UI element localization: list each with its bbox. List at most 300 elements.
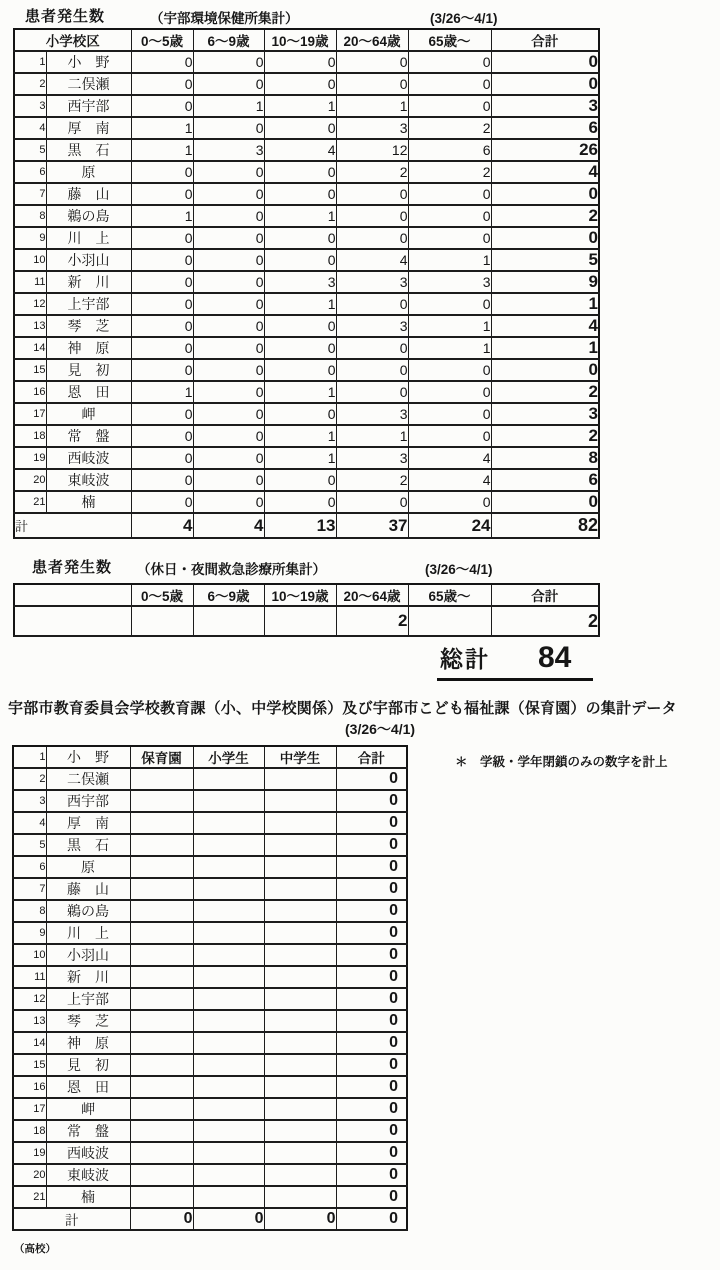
cell-elementary-empty	[193, 856, 264, 878]
cell-age-65plus: 0	[408, 403, 491, 425]
total-junior-high: 0	[264, 1208, 336, 1230]
cell-row-total: 1	[491, 337, 599, 359]
cell-age-0to5: 0	[131, 183, 193, 205]
district-row	[14, 183, 599, 205]
district-row	[14, 359, 599, 381]
district-name: 上宇部	[46, 988, 130, 1010]
district-row	[13, 856, 407, 878]
row-number: 6	[14, 161, 46, 183]
cell-elementary-empty	[193, 1098, 264, 1120]
cell-age-65plus: 1	[408, 337, 491, 359]
cell-age-10to19: 0	[264, 117, 336, 139]
cell-age-65plus	[408, 606, 491, 636]
header-row	[14, 584, 599, 606]
cell-age-20to64: 3	[336, 117, 408, 139]
cell-nursery-empty	[130, 966, 193, 988]
cell-age-20to64: 0	[336, 359, 408, 381]
district-name: 原	[46, 856, 130, 878]
district-name: 神 原	[46, 337, 131, 359]
cell-row-total: 0	[336, 856, 407, 878]
age-header: 10〜19歳	[264, 584, 336, 606]
school-closure-table	[12, 745, 408, 1231]
row-number: 3	[14, 95, 46, 117]
cell-junior-high-empty	[264, 1076, 336, 1098]
header-row	[13, 746, 407, 768]
totals-label: 計	[14, 513, 131, 538]
cell-elementary-empty	[193, 1010, 264, 1032]
cell-row-total: 26	[491, 139, 599, 161]
row-number: 16	[13, 1076, 46, 1098]
cell-junior-high-empty	[264, 988, 336, 1010]
corner-header: 小学校区	[14, 29, 131, 51]
totals-row	[13, 1208, 407, 1230]
district-row	[13, 1186, 407, 1208]
cell-age-10to19: 1	[264, 425, 336, 447]
cell-junior-high-empty	[264, 944, 336, 966]
grand-total	[437, 641, 593, 681]
district-name: 新 川	[46, 966, 130, 988]
total-nursery: 0	[130, 1208, 193, 1230]
cell-elementary-empty	[193, 944, 264, 966]
cell-row-total: 0	[336, 922, 407, 944]
district-row	[14, 293, 599, 315]
row-number: 21	[13, 1186, 46, 1208]
row-number: 2	[13, 768, 46, 790]
table1-period: (3/26〜4/1)	[430, 11, 498, 26]
district-row	[14, 161, 599, 183]
district-name: 常 盤	[46, 1120, 130, 1142]
district-name: 二俣瀬	[46, 73, 131, 95]
district-row	[13, 1120, 407, 1142]
cell-age-6to9: 0	[193, 425, 264, 447]
district-name: 恩 田	[46, 1076, 130, 1098]
district-name: 岬	[46, 403, 131, 425]
cell-age-6to9: 0	[193, 315, 264, 337]
cell-age-6to9	[193, 606, 264, 636]
cell-junior-high-empty	[264, 1164, 336, 1186]
cell-junior-high-empty	[264, 878, 336, 900]
cell-age-65plus: 0	[408, 73, 491, 95]
cell-age-0to5: 0	[131, 403, 193, 425]
cell-row-total: 0	[336, 1186, 407, 1208]
district-name: 神 原	[46, 1032, 130, 1054]
row-number: 15	[14, 359, 46, 381]
row-number: 5	[13, 834, 46, 856]
district-name: 鵜の島	[46, 205, 131, 227]
row-number: 17	[14, 403, 46, 425]
district-name: 川 上	[46, 922, 130, 944]
district-row	[14, 491, 599, 513]
cell-age-10to19: 0	[264, 227, 336, 249]
total-elementary: 0	[193, 1208, 264, 1230]
cell-age-65plus: 3	[408, 271, 491, 293]
totals-row	[14, 513, 599, 538]
row-number: 19	[13, 1142, 46, 1164]
cell-age-20to64: 1	[336, 95, 408, 117]
district-name: 黒 石	[46, 139, 131, 161]
cell-age-10to19: 1	[264, 293, 336, 315]
cell-age-10to19: 0	[264, 73, 336, 95]
cell-age-0to5	[131, 606, 193, 636]
district-row	[13, 988, 407, 1010]
cell-row-total: 0	[336, 768, 407, 790]
age-header: 65歳〜	[408, 584, 491, 606]
cell-age-65plus: 2	[408, 161, 491, 183]
cell-age-20to64: 12	[336, 139, 408, 161]
district-row	[14, 447, 599, 469]
district-name: 原	[46, 161, 131, 183]
district-row	[13, 944, 407, 966]
cell-age-0to5: 1	[131, 381, 193, 403]
cell-junior-high-empty	[264, 1010, 336, 1032]
cell-age-0to5: 0	[131, 227, 193, 249]
cell-age-10to19: 0	[264, 161, 336, 183]
row-number: 14	[13, 1032, 46, 1054]
district-name: 琴 芝	[46, 1010, 130, 1032]
district-name: 見 初	[46, 1054, 130, 1076]
cell-nursery-empty	[130, 944, 193, 966]
cell-elementary-empty	[193, 1032, 264, 1054]
district-name: 小 野	[46, 746, 130, 768]
district-name: 恩 田	[46, 381, 131, 403]
district-row	[14, 337, 599, 359]
cell-age-6to9: 0	[193, 227, 264, 249]
age-header: 6〜9歳	[193, 584, 264, 606]
cell-age-6to9: 1	[193, 95, 264, 117]
cell-age-20to64: 0	[336, 293, 408, 315]
cell-age-20to64: 0	[336, 73, 408, 95]
district-row	[13, 922, 407, 944]
cell-row-total: 2	[491, 381, 599, 403]
cell-elementary-empty	[193, 900, 264, 922]
cell-nursery-empty	[130, 1098, 193, 1120]
grand-row-total: 82	[491, 513, 599, 538]
total-header: 合計	[336, 746, 407, 768]
cell-age-65plus: 0	[408, 491, 491, 513]
cell-junior-high-empty	[264, 1120, 336, 1142]
cell-elementary-empty	[193, 1054, 264, 1076]
district-row	[14, 117, 599, 139]
district-row	[14, 425, 599, 447]
cell-nursery-empty	[130, 900, 193, 922]
total-age-20to64: 37	[336, 513, 408, 538]
emergency-clinic-table	[13, 583, 600, 637]
cell-age-6to9: 0	[193, 205, 264, 227]
cell-age-65plus: 6	[408, 139, 491, 161]
cell-age-10to19: 3	[264, 271, 336, 293]
high-school-note: （高校）	[14, 1243, 56, 1255]
cell-elementary-empty	[193, 768, 264, 790]
cell-row-total: 3	[491, 95, 599, 117]
cell-row-total: 0	[491, 359, 599, 381]
row-number: 12	[14, 293, 46, 315]
cell-nursery-empty	[130, 1032, 193, 1054]
cell-age-0to5: 0	[131, 73, 193, 95]
cell-age-6to9: 0	[193, 293, 264, 315]
cell-age-0to5: 0	[131, 337, 193, 359]
cell-row-total: 3	[491, 403, 599, 425]
district-row	[13, 1032, 407, 1054]
cell-row-total: 0	[336, 790, 407, 812]
total-age-10to19: 13	[264, 513, 336, 538]
cell-row-total: 0	[491, 491, 599, 513]
age-header: 20〜64歳	[336, 29, 408, 51]
cell-age-65plus: 4	[408, 469, 491, 491]
row-number: 10	[14, 249, 46, 271]
cell-age-10to19: 4	[264, 139, 336, 161]
district-row	[14, 73, 599, 95]
row-number: 6	[13, 856, 46, 878]
cell-age-0to5: 0	[131, 425, 193, 447]
row-number: 13	[14, 315, 46, 337]
cell-age-20to64: 0	[336, 183, 408, 205]
cell-age-0to5: 0	[131, 469, 193, 491]
district-row	[14, 315, 599, 337]
total-age-65plus: 24	[408, 513, 491, 538]
cell-nursery-empty	[130, 922, 193, 944]
cell-age-20to64: 3	[336, 403, 408, 425]
row-number: 8	[14, 205, 46, 227]
cell-row-total: 6	[491, 469, 599, 491]
row-number: 5	[14, 139, 46, 161]
row-number: 18	[14, 425, 46, 447]
row-number: 8	[13, 900, 46, 922]
cell-elementary-empty	[193, 790, 264, 812]
cell-row-total: 4	[491, 161, 599, 183]
district-name: 東岐波	[46, 1164, 130, 1186]
district-row	[14, 381, 599, 403]
district-name: 西岐波	[46, 1142, 130, 1164]
cell-nursery-empty	[130, 988, 193, 1010]
cell-row-total: 0	[336, 812, 407, 834]
cell-elementary-empty	[193, 1142, 264, 1164]
district-name: 見 初	[46, 359, 131, 381]
cell-age-10to19: 0	[264, 337, 336, 359]
row-number: 11	[14, 271, 46, 293]
cell-row-total: 0	[336, 1164, 407, 1186]
district-name: 藤 山	[46, 183, 131, 205]
cell-age-20to64: 0	[336, 337, 408, 359]
cell-age-65plus: 0	[408, 425, 491, 447]
cell-row-total: 0	[336, 944, 407, 966]
table1-title: 患者発生数	[25, 8, 106, 25]
cell-age-6to9: 0	[193, 447, 264, 469]
table2-subtitle: （休日・夜間救急診療所集計）	[137, 562, 326, 577]
cell-row-total: 0	[336, 1098, 407, 1120]
row-number: 1	[14, 51, 46, 73]
cell-row-total: 2	[491, 205, 599, 227]
cell-age-65plus: 0	[408, 183, 491, 205]
district-row	[13, 1164, 407, 1186]
cell-age-6to9: 0	[193, 117, 264, 139]
district-name: 西岐波	[46, 447, 131, 469]
age-header: 10〜19歳	[264, 29, 336, 51]
age-header: 65歳〜	[408, 29, 491, 51]
age-header: 0〜5歳	[131, 29, 193, 51]
cell-age-10to19: 1	[264, 95, 336, 117]
district-row	[13, 768, 407, 790]
district-name: 岬	[46, 1098, 130, 1120]
district-rows	[14, 51, 599, 513]
cell-age-20to64: 3	[336, 315, 408, 337]
cell-age-10to19: 0	[264, 403, 336, 425]
district-row	[14, 227, 599, 249]
cell-row-total: 0	[336, 1054, 407, 1076]
row-number: 20	[14, 469, 46, 491]
cell-nursery-empty	[130, 1142, 193, 1164]
cell-age-6to9: 0	[193, 381, 264, 403]
district-row	[13, 878, 407, 900]
cell-row-total: 0	[336, 988, 407, 1010]
cell-age-10to19: 0	[264, 51, 336, 73]
cell-age-10to19: 0	[264, 315, 336, 337]
cell-age-6to9: 0	[193, 161, 264, 183]
cell-nursery-empty	[130, 1010, 193, 1032]
row-number: 1	[13, 746, 46, 768]
cell-age-20to64: 3	[336, 271, 408, 293]
row-number: 2	[14, 73, 46, 95]
district-row	[13, 966, 407, 988]
total-header: 合計	[491, 29, 599, 51]
cell-age-0to5: 0	[131, 491, 193, 513]
district-row	[14, 139, 599, 161]
cell-row-total: 9	[491, 271, 599, 293]
cell-age-6to9: 0	[193, 359, 264, 381]
cell-age-20to64: 3	[336, 447, 408, 469]
cell-age-20to64: 2	[336, 606, 408, 636]
cell-row-total: 6	[491, 117, 599, 139]
cell-row-total: 0	[336, 1010, 407, 1032]
cell-age-10to19: 0	[264, 469, 336, 491]
cell-age-10to19	[264, 606, 336, 636]
cell-nursery-empty	[130, 1076, 193, 1098]
district-row	[13, 790, 407, 812]
cell-junior-high-empty	[264, 966, 336, 988]
cell-junior-high-empty	[264, 856, 336, 878]
cell-age-6to9: 3	[193, 139, 264, 161]
cell-age-20to64: 0	[336, 227, 408, 249]
row-number: 9	[14, 227, 46, 249]
district-row	[13, 812, 407, 834]
cell-age-20to64: 2	[336, 469, 408, 491]
grand-row-total: 0	[336, 1208, 407, 1230]
district-name: 上宇部	[46, 293, 131, 315]
cell-age-0to5: 0	[131, 51, 193, 73]
cell-age-65plus: 0	[408, 359, 491, 381]
closure-note: ＊ 学級・学年閉鎖のみの数字を計上	[455, 755, 668, 769]
patients-by-district-table	[13, 28, 600, 539]
cell-age-10to19: 0	[264, 359, 336, 381]
cell-row-total: 4	[491, 315, 599, 337]
district-name: 小羽山	[46, 249, 131, 271]
cell-age-20to64: 0	[336, 381, 408, 403]
cell-row-total: 0	[336, 878, 407, 900]
district-name: 鵜の島	[46, 900, 130, 922]
cell-junior-high-empty	[264, 922, 336, 944]
cell-junior-high-empty	[264, 1186, 336, 1208]
cell-junior-high-empty	[264, 1032, 336, 1054]
cell-row-total: 2	[491, 606, 599, 636]
cell-nursery-empty	[130, 1186, 193, 1208]
row-number: 4	[14, 117, 46, 139]
total-header: 合計	[491, 584, 599, 606]
cell-age-6to9: 0	[193, 469, 264, 491]
junior-high-header: 中学生	[264, 746, 336, 768]
cell-nursery-empty	[130, 856, 193, 878]
total-age-0to5: 4	[131, 513, 193, 538]
district-row	[13, 1054, 407, 1076]
cell-elementary-empty	[193, 834, 264, 856]
blank-cell	[14, 606, 131, 636]
cell-age-6to9: 0	[193, 73, 264, 95]
row-number: 20	[13, 1164, 46, 1186]
cell-elementary-empty	[193, 1120, 264, 1142]
section3-period: (3/26〜4/1)	[345, 721, 416, 737]
district-name: 西宇部	[46, 95, 131, 117]
cell-junior-high-empty	[264, 900, 336, 922]
district-name: 常 盤	[46, 425, 131, 447]
district-row	[13, 900, 407, 922]
district-name: 西宇部	[46, 790, 130, 812]
row-number: 7	[13, 878, 46, 900]
cell-age-0to5: 1	[131, 117, 193, 139]
cell-junior-high-empty	[264, 812, 336, 834]
cell-age-6to9: 0	[193, 249, 264, 271]
cell-age-6to9: 0	[193, 337, 264, 359]
cell-age-65plus: 0	[408, 205, 491, 227]
cell-row-total: 0	[336, 900, 407, 922]
cell-junior-high-empty	[264, 834, 336, 856]
data-row	[14, 606, 599, 636]
cell-elementary-empty	[193, 1186, 264, 1208]
cell-age-0to5: 0	[131, 161, 193, 183]
age-header: 20〜64歳	[336, 584, 408, 606]
cell-age-65plus: 1	[408, 315, 491, 337]
cell-age-10to19: 0	[264, 183, 336, 205]
cell-age-10to19: 1	[264, 447, 336, 469]
district-name: 楠	[46, 1186, 130, 1208]
cell-row-total: 8	[491, 447, 599, 469]
cell-elementary-empty	[193, 1164, 264, 1186]
cell-age-10to19: 1	[264, 205, 336, 227]
cell-row-total: 0	[491, 183, 599, 205]
row-number: 15	[13, 1054, 46, 1076]
cell-age-0to5: 0	[131, 315, 193, 337]
cell-age-0to5: 0	[131, 271, 193, 293]
district-name: 厚 南	[46, 812, 130, 834]
grand-total-value: 84	[538, 641, 572, 674]
district-row	[14, 205, 599, 227]
district-name: 二俣瀬	[46, 768, 130, 790]
cell-row-total: 0	[336, 1120, 407, 1142]
cell-age-0to5: 0	[131, 447, 193, 469]
table1-subtitle: （宇部環境保健所集計）	[150, 11, 299, 26]
district-row	[14, 51, 599, 73]
cell-junior-high-empty	[264, 1142, 336, 1164]
cell-nursery-empty	[130, 1120, 193, 1142]
cell-age-65plus: 0	[408, 381, 491, 403]
grand-total-label: 総計	[440, 646, 490, 672]
row-number: 14	[14, 337, 46, 359]
district-name: 小羽山	[46, 944, 130, 966]
cell-row-total: 5	[491, 249, 599, 271]
cell-row-total: 1	[491, 293, 599, 315]
district-name: 川 上	[46, 227, 131, 249]
cell-age-20to64: 2	[336, 161, 408, 183]
header-row	[14, 29, 599, 51]
row-number: 16	[14, 381, 46, 403]
cell-age-20to64: 0	[336, 51, 408, 73]
